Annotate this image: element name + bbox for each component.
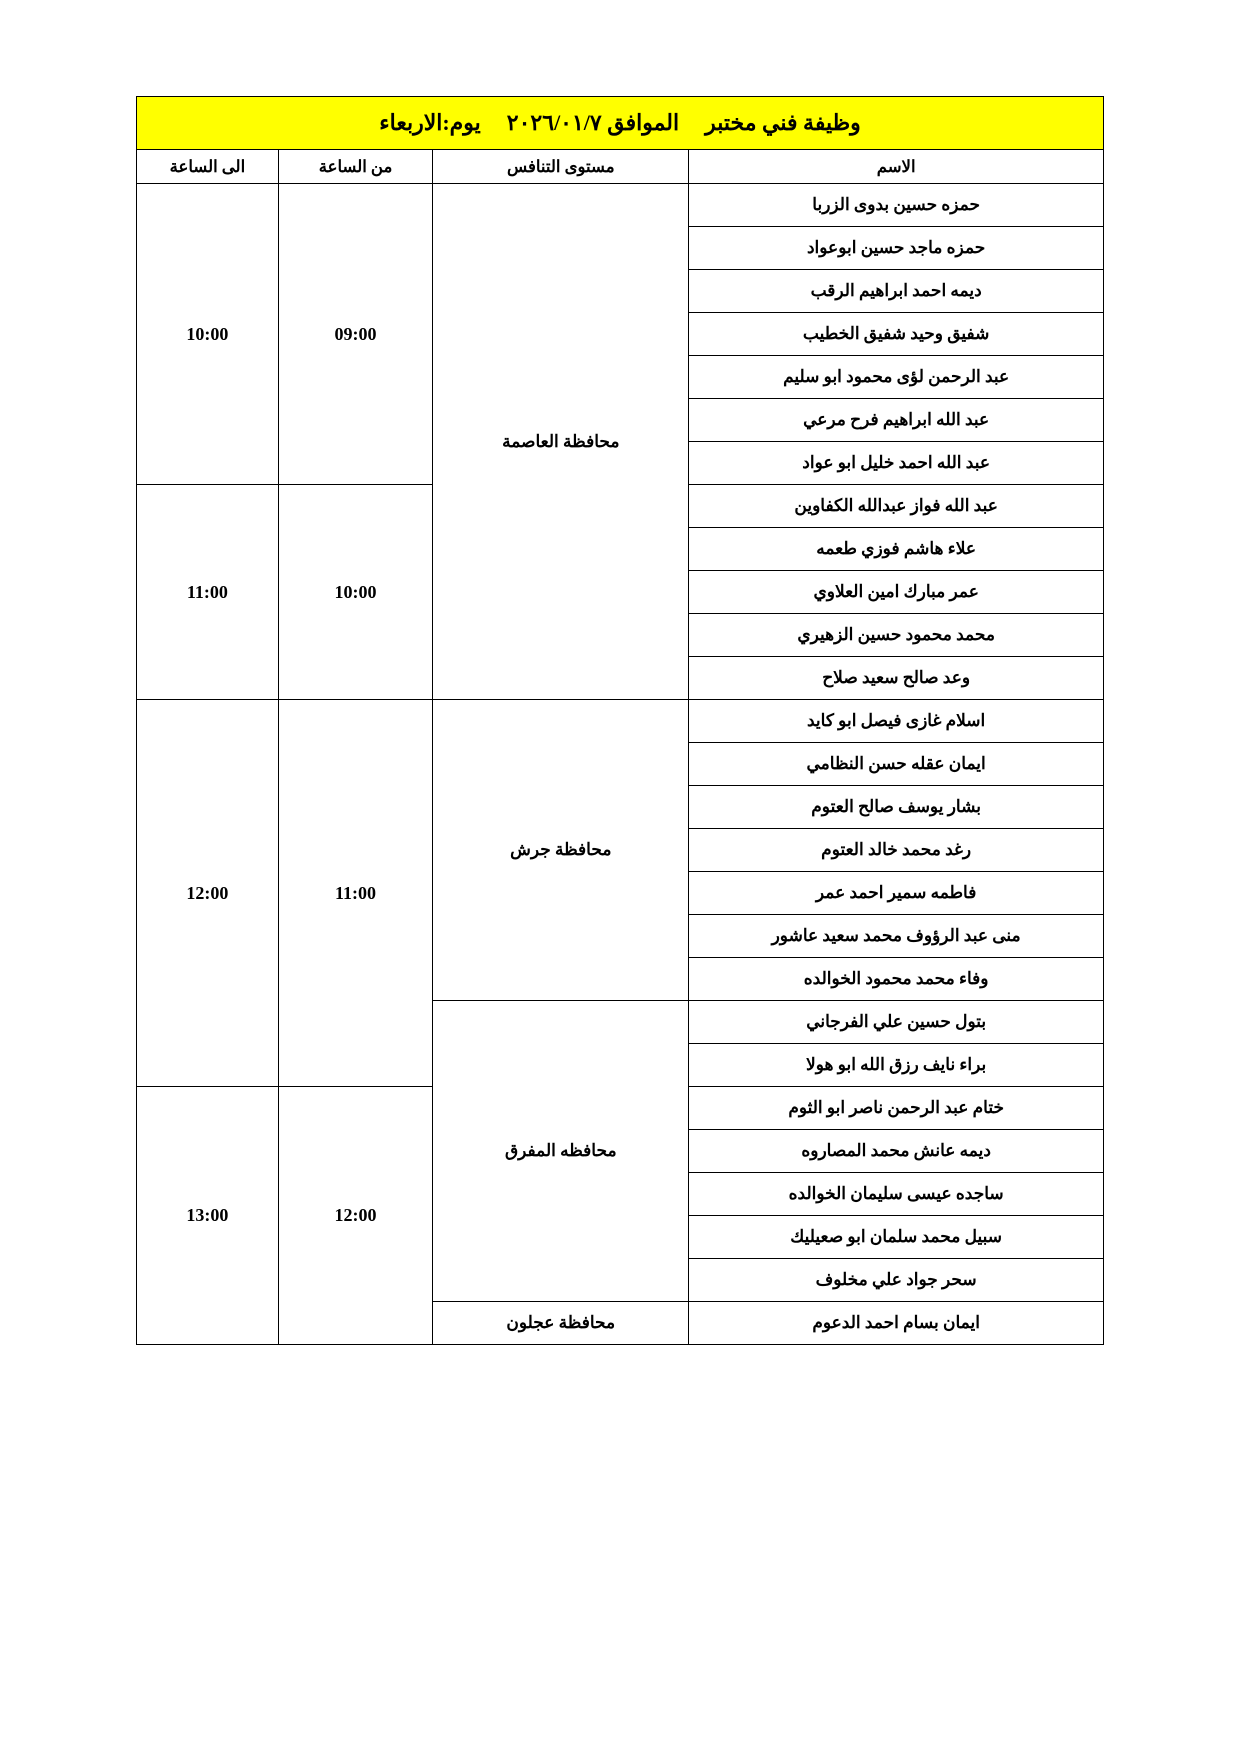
from-hour-cell: 09:00 [278, 184, 432, 485]
applicant-name-cell: حمزه حسين بدوى الزربا [689, 184, 1104, 227]
applicant-name-cell: فاطمه سمير احمد عمر [689, 872, 1104, 915]
applicant-name-cell: محمد محمود حسين الزهيري [689, 614, 1104, 657]
column-header-name: الاسم [689, 150, 1104, 184]
governorate-cell: محافظة العاصمة [433, 184, 689, 700]
table-row [137, 184, 1104, 227]
applicant-name-cell: عبد الله ابراهيم فرح مرعي [689, 399, 1104, 442]
column-header-from-hour: من الساعة [278, 150, 432, 184]
to-hour-cell: 12:00 [137, 700, 279, 1087]
column-header-to-hour: الى الساعة [137, 150, 279, 184]
applicant-name-cell: عبد الله فواز عبدالله الكفاوين [689, 485, 1104, 528]
table-row [137, 700, 1104, 743]
to-hour-cell: 11:00 [137, 485, 279, 700]
title-job-label: وظيفة فني مختبر [705, 110, 861, 135]
governorate-cell: محافظة جرش [433, 700, 689, 1001]
applicant-name-cell: بشار يوسف صالح العتوم [689, 786, 1104, 829]
column-header-competition-level: مستوى التنافس [433, 150, 689, 184]
title-date-label: الموافق ٢٠٢٦/٠١/٧ [506, 110, 680, 135]
applicant-name-cell: سحر جواد علي مخلوف [689, 1259, 1104, 1302]
applicant-name-cell: اسلام غازى فيصل ابو كايد [689, 700, 1104, 743]
schedule-table [136, 96, 1104, 1345]
applicant-name-cell: منى عبد الرؤوف محمد سعيد عاشور [689, 915, 1104, 958]
applicant-name-cell: عمر مبارك امين العلاوي [689, 571, 1104, 614]
applicant-name-cell: سبيل محمد سلمان ابو صعيليك [689, 1216, 1104, 1259]
table-header-row [137, 150, 1104, 184]
applicant-name-cell: بتول حسين علي الفرجاني [689, 1001, 1104, 1044]
applicant-name-cell: علاء هاشم فوزي طعمه [689, 528, 1104, 571]
applicant-name-cell: رغد محمد خالد العتوم [689, 829, 1104, 872]
applicant-name-cell: وفاء محمد محمود الخوالده [689, 958, 1104, 1001]
applicant-name-cell: ساجده عيسى سليمان الخوالده [689, 1173, 1104, 1216]
applicant-name-cell: براء نايف رزق الله ابو هولا [689, 1044, 1104, 1087]
governorate-cell: محافظه المفرق [433, 1001, 689, 1302]
applicant-name-cell: عبد الله احمد خليل ابو عواد [689, 442, 1104, 485]
applicant-name-cell: ختام عبد الرحمن ناصر ابو الثوم [689, 1087, 1104, 1130]
applicant-name-cell: ايمان عقله حسن النظامي [689, 743, 1104, 786]
applicant-name-cell: وعد صالح سعيد صلاح [689, 657, 1104, 700]
to-hour-cell: 13:00 [137, 1087, 279, 1345]
from-hour-cell: 10:00 [278, 485, 432, 700]
governorate-cell: محافظة عجلون [433, 1302, 689, 1345]
applicant-name-cell: حمزه ماجد حسين ابوعواد [689, 227, 1104, 270]
from-hour-cell: 12:00 [278, 1087, 432, 1345]
to-hour-cell: 10:00 [137, 184, 279, 485]
applicant-name-cell: ديمه عانش محمد المصاروه [689, 1130, 1104, 1173]
table-title-row [137, 97, 1104, 150]
applicant-name-cell: ديمه احمد ابراهيم الرقب [689, 270, 1104, 313]
applicant-name-cell: عبد الرحمن لؤى محمود ابو سليم [689, 356, 1104, 399]
title-day-label: يوم:الاربعاء [379, 110, 481, 135]
document-title [137, 97, 1104, 150]
applicant-name-cell: ايمان بسام احمد الدعوم [689, 1302, 1104, 1345]
from-hour-cell: 11:00 [278, 700, 432, 1087]
applicant-name-cell: شفيق وحيد شفيق الخطيب [689, 313, 1104, 356]
